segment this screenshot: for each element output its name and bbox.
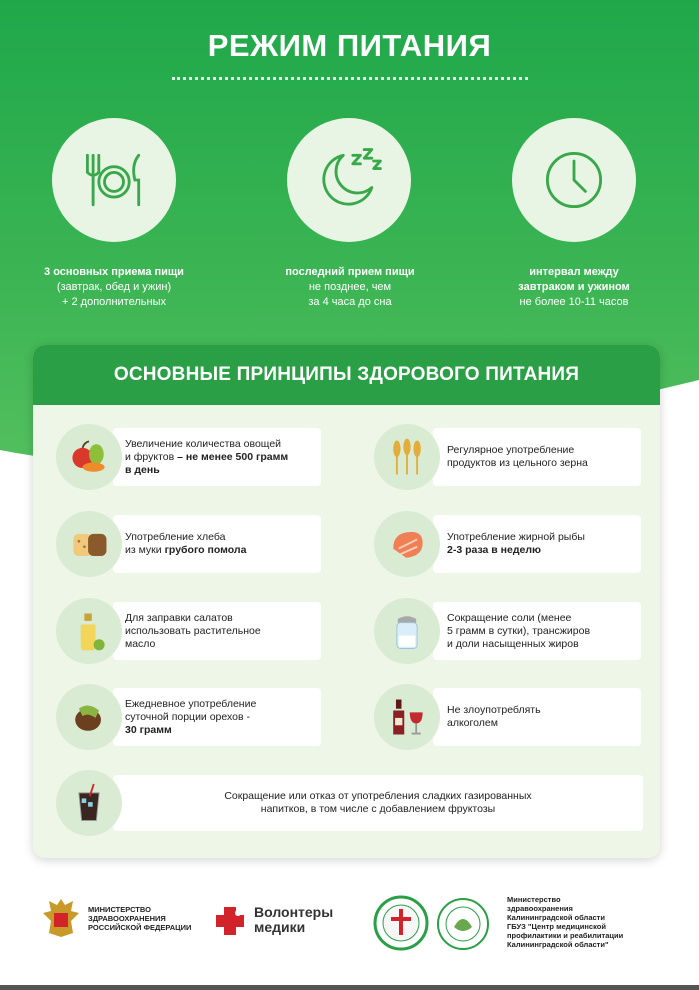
wheat-icon (374, 424, 440, 490)
red-cross-logo (212, 903, 248, 939)
oil-bottle-icon (56, 598, 122, 664)
bottom-border (0, 985, 699, 990)
moon-sleep-icon (287, 118, 411, 242)
principle-card-soda: Сокращение или отказ от употребления сладких газированных напитков, в том числе с добавлением фруктозы (113, 775, 643, 831)
fruits-vegetables-icon (56, 424, 122, 490)
footer (0, 885, 699, 990)
meal-frequency-text: 3 основных приема пищи (завтрак, обед и ужин) + 2 дополнительных (44, 266, 184, 308)
principle-card-nuts: Ежедневное употребление суточной порции орехов - 30 грамм (113, 688, 321, 746)
prevention-center-seal (436, 897, 490, 951)
ministry-name: МИНИСТЕРСТВО ЗДРАВООХРАНЕНИЯ РОССИЙСКОЙ ФЕДЕРАЦИИ (88, 905, 192, 932)
soda-glass-icon (56, 770, 122, 836)
principle-card-bread: Употребление хлеба из муки грубого помола (113, 515, 321, 573)
meal-interval-text: интервал между завтраком и ужином не более 10-11 часов (518, 266, 630, 308)
last-meal-text: последний прием пищи не позднее, чем за 4 часа до сна (285, 266, 415, 308)
principle-card-salt: Сокращение соли (менее 5 грамм в сутки), трансжиров и доли насыщенных жиров (433, 602, 641, 660)
regional-organization-text: Министерство здравоохранения Калининградской области ГБУЗ "Центр медицинской профилактики и реабилитации Калининградской области" (507, 895, 624, 949)
principle-card-fish: Употребление жирной рыбы 2-3 раза в неделю (433, 515, 641, 573)
title-divider (172, 77, 528, 80)
page-title: РЕЖИМ ПИТАНИЯ (207, 28, 492, 63)
principle-card-vegetables: Увеличение количества овощей и фруктов – не менее 500 грамм в день (113, 428, 321, 486)
plate-fork-knife-icon (52, 118, 176, 242)
fish-steak-icon (374, 511, 440, 577)
salt-shaker-icon (374, 598, 440, 664)
principle-card-oil: Для заправки салатов использовать растительное масло (113, 602, 321, 660)
bread-icon (56, 511, 122, 577)
wine-bottle-icon (374, 684, 440, 750)
clock-icon (512, 118, 636, 242)
russian-coat-of-arms-logo (40, 895, 82, 939)
principles-panel (33, 345, 660, 858)
volunteers-logo-text: Волонтеры медики (254, 904, 334, 935)
regional-ministry-seal (373, 895, 429, 951)
principles-header: ОСНОВНЫЕ ПРИНЦИПЫ ЗДОРОВОГО ПИТАНИЯ (33, 345, 660, 405)
principle-card-alcohol: Не злоупотреблять алкоголем (433, 688, 641, 746)
nut-icon (56, 684, 122, 750)
principle-card-grain: Регулярное употребление продуктов из цельного зерна (433, 428, 641, 486)
